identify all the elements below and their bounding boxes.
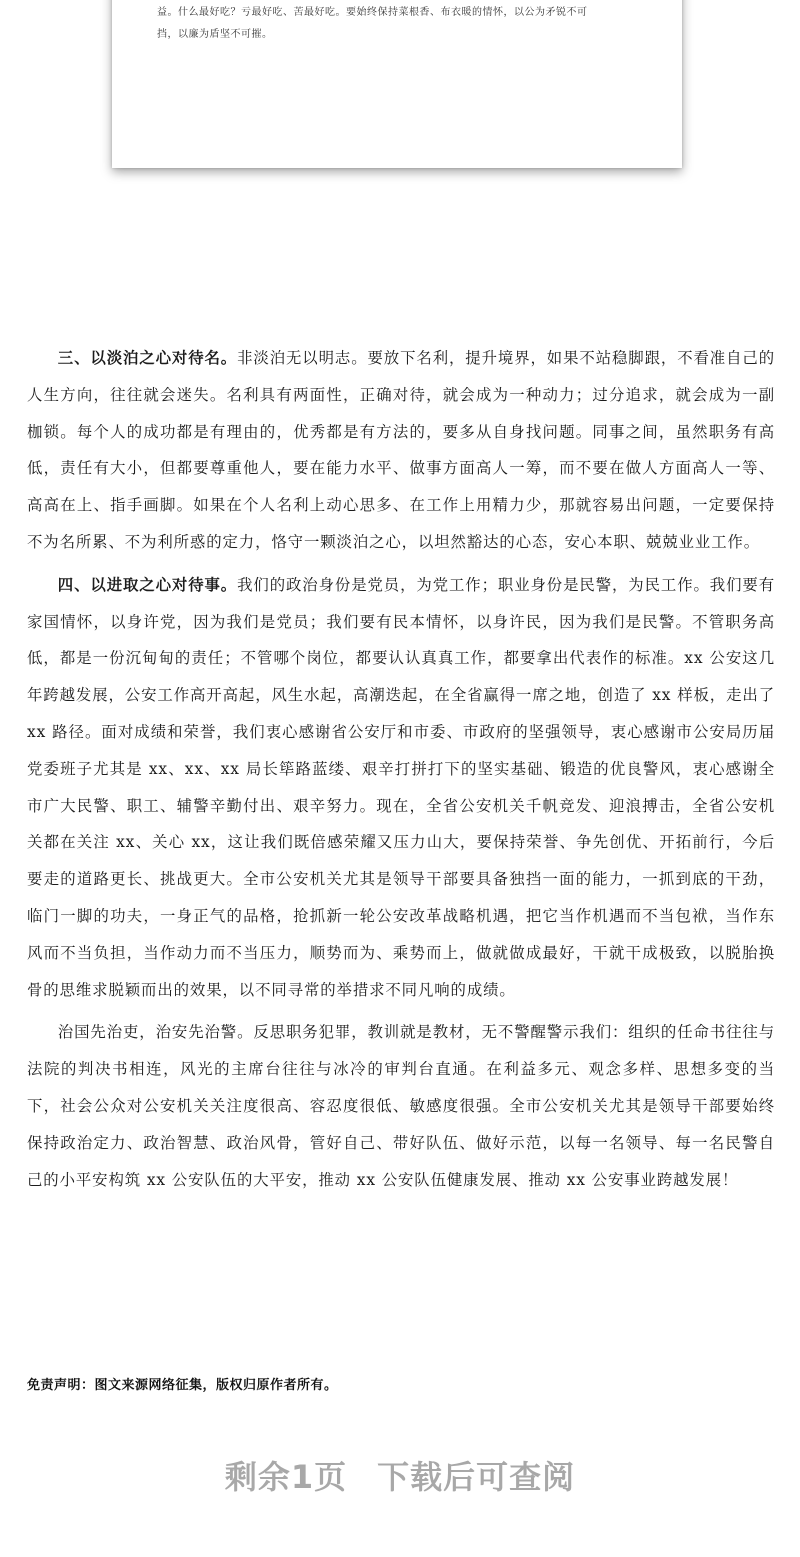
remaining-pages-label: 剩余1页 — [224, 1458, 348, 1496]
preview-line: 挡，以廉为盾坚不可摧。 — [157, 29, 273, 40]
paragraph-text: 我们的政治身份是党员，为党工作；职业身份是民警，为民工作。我们要有家国情怀，以身许党，因为我们是党员；我们要有民本情怀，以身许民，因为我们是民警。不管职务高低，都是一份沉甸甸的责任；不管哪个岗位，都要认认真真工作，都要拿出代表作的标准。xx 公安这几年跨越发展，公安工作高开高起，风生水起，高潮迭起，在全省赢得一席之地，创造了 xx 样板，走出了 xx 路径。面对成绩和荣誉，我们衷心感谢省公安厅和市委、市政府的坚强领导，衷心感谢市公安局历届党委班子尤其是 xx、xx、xx 局长筚路蓝缕、艰辛打拼打下的坚实基础、锻造的优良警风，衷心感谢全市广大民警、职工、辅警辛勤付出、艰辛努力。现在，全省公安机关千帆竞发、迎浪搏击，全省公安机关都在关注 xx、关心 xx，这让我们既倍感荣耀又压力山大，要保持荣誉、争先创优、开拓前行，今后要走的道路更长、挑战更大。全市公安机关尤其是领导干部要具备独挡一面的能力，一抓到底的干劲，临门一脚的功夫，一身正气的品格，抢抓新一轮公安改革战略机遇，把它当作机遇而不当包袱，当作东风而不当负担，当作动力而不当压力，顺势而为、乘势而上，做就做成最好，干就干成极致，以脱胎换骨的思维求脱颖而出的效果，以不同寻常的举措求不同凡响的成绩。 — [27, 575, 776, 999]
paragraph-text: 非淡泊无以明志。要放下名利，提升境界，如果不站稳脚跟，不看准自己的人生方向，往往就会迷失。名利具有两面性，正确对待，就会成为一种动力；过分追求，就会成为一副枷锁。每个人的成功都是有理由的，优秀都是有方法的，要多从自身找问题。同事之间，虽然职务有高低，责任有大小，但都要尊重他人，要在能力水平、做事方面高人一筹，而不要在做人方面高人一等、高高在上、指手画脚。如果在个人名利上动心思多、在工作上用精力少，那就容易出问题，一定要保持不为名所累、不为利所惑的定力，恪守一颗淡泊之心，以坦然豁达的心态，安心本职、兢兢业业工作。 — [27, 349, 776, 551]
preview-text — [157, 2, 657, 46]
download-to-view-label: 下载后可查阅 — [377, 1458, 576, 1496]
article-body — [27, 340, 775, 1198]
disclaimer: 免责声明：图文来源网络征集，版权归原作者所有。 — [27, 1378, 338, 1393]
download-prompt[interactable] — [0, 1452, 800, 1498]
paragraph-fame — [27, 340, 775, 561]
section-heading: 四、以进取之心对待事。 — [57, 575, 238, 594]
paragraph-text: 治国先治吏，治安先治警。反思职务犯罪，教训就是教材，无不警醒警示我们：组织的任命书往往与法院的判决书相连，风光的主席台往往与冰冷的审判台直通。在利益多元、观念多样、思想多变的当下，社会公众对公安机关关注度很高、容忍度很低、敏感度很强。全市公安机关尤其是领导干部要始终保持政治定力、政治智慧、政治风骨，管好自己、带好队伍、做好示范，以每一名领导、每一名民警自己的小平安构筑 xx 公安队伍的大平安，推动 xx 公安队伍健康发展、推动 xx 公安事业跨越发展！ — [27, 1023, 775, 1189]
paragraph-work — [27, 567, 775, 1009]
section-heading: 三、以淡泊之心对待名。 — [57, 349, 238, 367]
paragraph-governance — [27, 1014, 775, 1198]
preview-line: 益。什么最好吃？亏最好吃、苦最好吃。要始终保持菜根香、布衣暖的情怀，以公为矛锐不可 — [157, 7, 588, 18]
previous-page-preview — [112, 0, 682, 168]
